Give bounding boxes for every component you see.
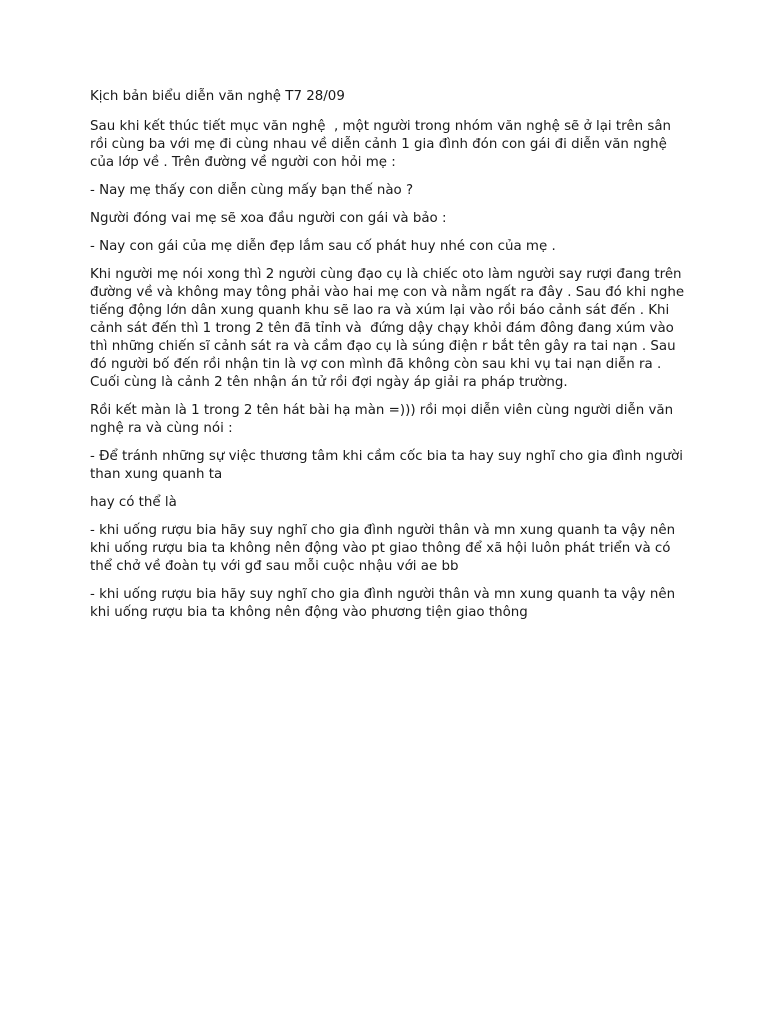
paragraph: - khi uống rượu bia hãy suy nghĩ cho gia đình người thân và mn xung quanh ta vậy nên khi uống rượu bia ta không nên động vào pt giao thông để xã hội luôn phát triển và có thể chở về đoàn tụ với gđ sau mỗi cuộc nhậu với ae bb <box>90 523 680 574</box>
paragraph: - Để tránh những sự việc thương tâm khi cầm cốc bia ta hay suy nghĩ cho gia đình người than xung quanh ta <box>90 449 688 482</box>
paragraph: hay có thể là <box>90 495 177 510</box>
paragraph: Rồi kết màn là 1 trong 2 tên hát bài hạ màn =))) rồi mọi diễn viên cùng người diễn văn nghệ ra và cùng nói : <box>90 403 678 436</box>
document-page <box>90 88 690 632</box>
paragraph: - Nay mẹ thấy con diễn cùng mấy bạn thế nào ? <box>90 183 414 198</box>
paragraph: Khi người mẹ nói xong thì 2 người cùng đạo cụ là chiếc oto làm người say rượi đang trên đường về và không may tông phải vào hai mẹ con và nằm ngất ra đây . Sau đó khi nghe tiếng động lớn dân xung quanh khu sẽ lao ra và xúm lại vào rồi báo cảnh sát đến . Khi cảnh sát đến thì 1 trong 2 tên đã tỉnh và đứng dậy chạy khỏi đám đông đang xúm vào thì những chiến sĩ cảnh sát ra và cầm đạo cụ là súng điện r bắt tên gây ra tai nạn . Sau đó người bố đến rồi nhận tin là vợ con mình đã không còn sau khi vụ tai nạn diễn ra . Cuối cùng là cảnh 2 tên nhận án tử rồi đợi ngày áp giải ra pháp trường. <box>90 267 689 390</box>
paragraph: Người đóng vai mẹ sẽ xoa đầu người con gái và bảo : <box>90 211 447 226</box>
paragraph: - khi uống rượu bia hãy suy nghĩ cho gia đình người thân và mn xung quanh ta vậy nên khi uống rượu bia ta không nên động vào phương tiện giao thông <box>90 587 680 620</box>
document-title: Kịch bản biểu diễn văn nghệ T7 28/09 <box>90 89 345 104</box>
paragraph: - Nay con gái của mẹ diễn đẹp lắm sau cố phát huy nhé con của mẹ . <box>90 239 556 254</box>
paragraph: Sau khi kết thúc tiết mục văn nghệ , một người trong nhóm văn nghệ sẽ ở lại trên sân rồi cùng ba với mẹ đi cùng nhau về diễn cảnh 1 gia đình đón con gái đi diễn văn nghệ của lớp về . Trên đường về người con hỏi mẹ : <box>90 119 676 170</box>
